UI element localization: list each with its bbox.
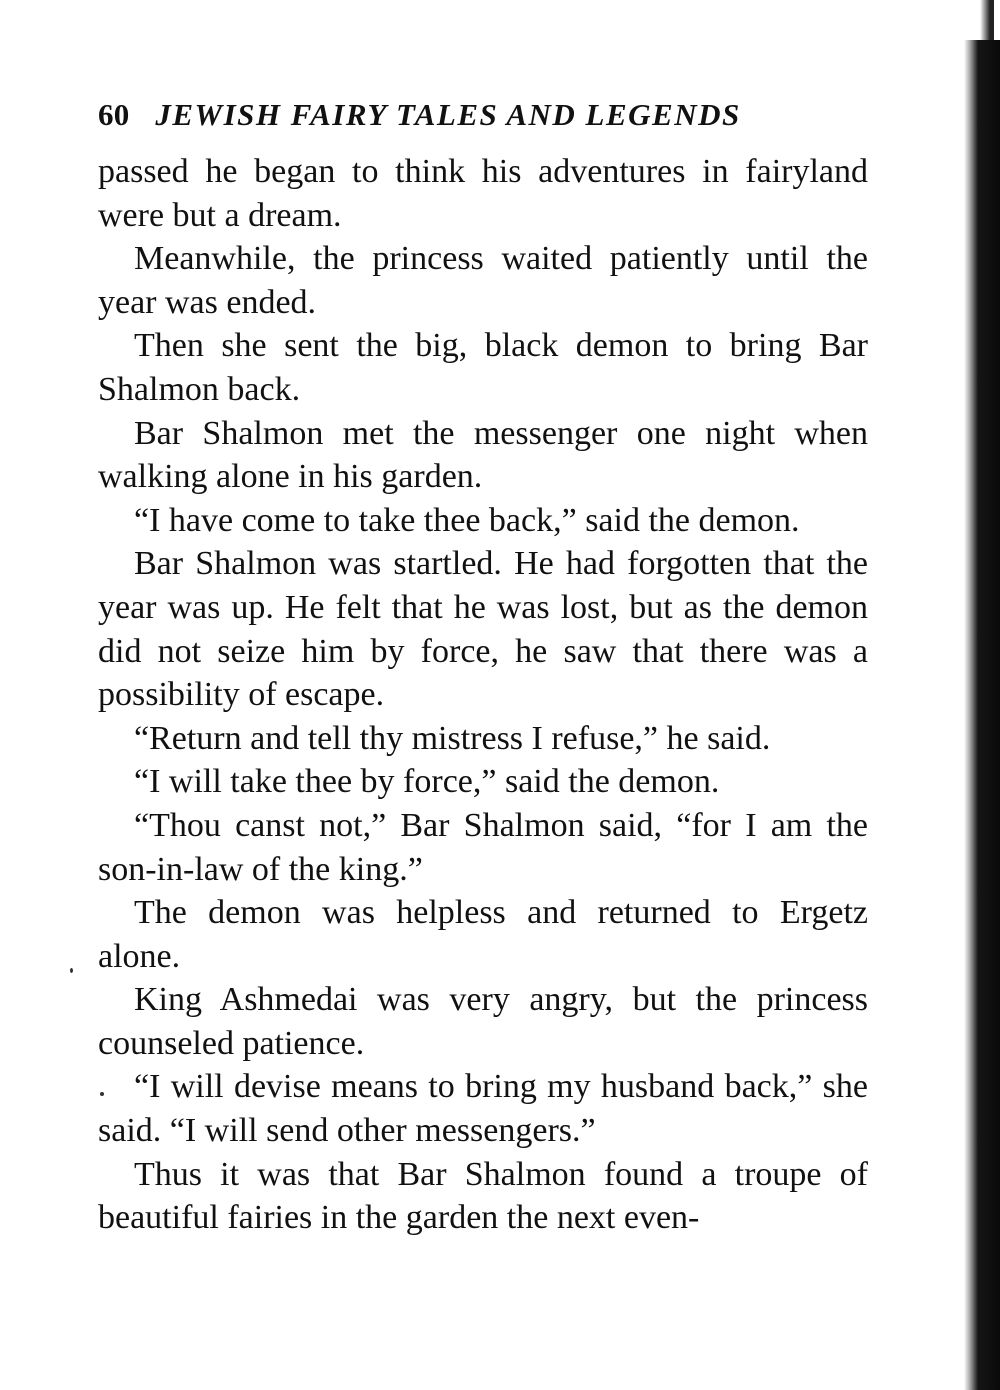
paragraph: Then she sent the big, black demon to bring Bar Shalmon back. bbox=[98, 327, 868, 408]
book-page bbox=[98, 96, 868, 1240]
book-title: JEWISH FAIRY TALES AND LEGENDS bbox=[155, 97, 741, 132]
paragraph: The demon was helpless and returned to Ergetz alone. bbox=[98, 894, 868, 975]
paragraph: “Return and tell thy mistress I refuse,” he said. bbox=[134, 719, 771, 757]
paragraph: “I will devise means to bring my husband back,” she said. “I will send other messengers.” bbox=[98, 1068, 868, 1150]
scan-speck bbox=[70, 968, 73, 973]
paragraph: Bar Shalmon was startled. He had forgotten that the year was up. He felt that he was lost, but as the demon did not seize him by force, he saw that there was a possibility of escape. bbox=[98, 545, 868, 714]
paragraph: “Thou canst not,” Bar Shalmon said, “for I am the son-in-law of the king.” bbox=[98, 806, 868, 888]
paragraph: Bar Shalmon met the messenger one night when walking alone in his garden. bbox=[98, 414, 868, 496]
paragraph: Thus it was that Bar Shalmon found a troupe of beautiful fairies in the garden the next even- bbox=[98, 1155, 868, 1237]
page-number: 60 bbox=[98, 97, 130, 132]
paragraph: “I will take thee by force,” said the demon. bbox=[134, 763, 720, 801]
body-text bbox=[98, 150, 868, 1240]
paragraph: King Ashmedai was very angry, but the princess counseled patience. bbox=[98, 981, 868, 1062]
paragraph: passed he began to think his adventures in fairyland were but a dream. bbox=[98, 153, 868, 234]
running-head bbox=[98, 96, 868, 134]
paragraph: “I have come to take thee back,” said the demon. bbox=[134, 501, 800, 539]
paragraph: Meanwhile, the princess waited patiently until the year was ended. bbox=[98, 240, 868, 321]
page-edge-shadow bbox=[964, 40, 1000, 1390]
